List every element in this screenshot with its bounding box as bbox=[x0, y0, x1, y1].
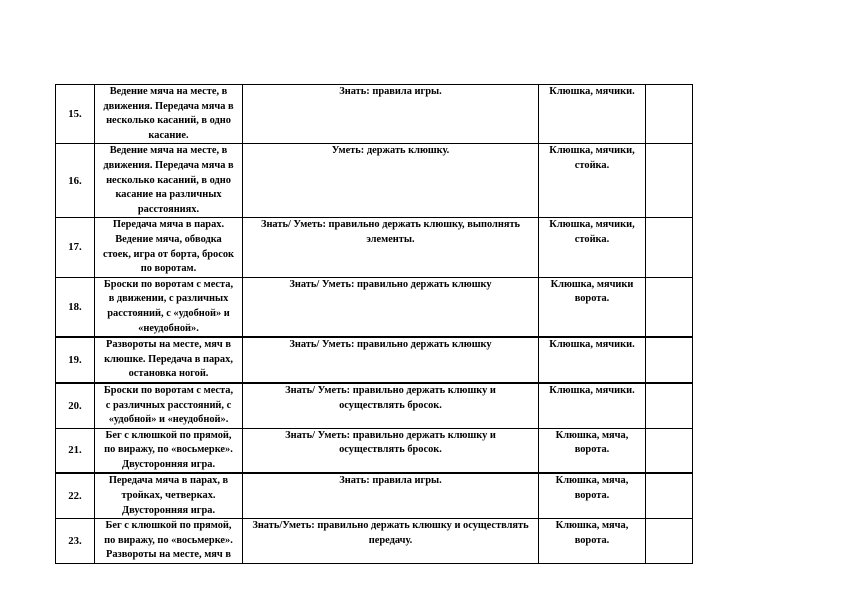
lesson-topic: Развороты на месте, мяч в клюшке. Передача в парах, остановка ногой. bbox=[95, 337, 243, 383]
lesson-number: 20. bbox=[56, 383, 95, 428]
lesson-requirements: Знать: правила игры. bbox=[243, 473, 539, 518]
table-row bbox=[56, 337, 693, 383]
lesson-equipment: Клюшка, мячики ворота. bbox=[539, 277, 646, 337]
lesson-equipment: Клюшка, мяча, ворота. bbox=[539, 473, 646, 518]
lesson-number: 21. bbox=[56, 428, 95, 473]
lesson-plan-rows bbox=[56, 85, 693, 564]
lesson-note bbox=[646, 85, 693, 144]
lesson-equipment: Клюшка, мячики, стойка. bbox=[539, 144, 646, 218]
lesson-equipment: Клюшка, мяча, ворота. bbox=[539, 519, 646, 564]
lesson-topic: Ведение мяча на месте, в движения. Передача мяча в несколько касаний, в одно касание. bbox=[95, 85, 243, 144]
table-row bbox=[56, 277, 693, 337]
lesson-equipment: Клюшка, мячики. bbox=[539, 383, 646, 428]
lesson-note bbox=[646, 337, 693, 383]
lesson-requirements: Знать/Уметь: правильно держать клюшку и осуществлять передачу. bbox=[243, 519, 539, 564]
lesson-number: 17. bbox=[56, 218, 95, 277]
lesson-number: 15. bbox=[56, 85, 95, 144]
lesson-note bbox=[646, 218, 693, 277]
lesson-note bbox=[646, 383, 693, 428]
lesson-requirements: Знать/ Уметь: правильно держать клюшку и осуществлять бросок. bbox=[243, 428, 539, 473]
lesson-note bbox=[646, 428, 693, 473]
lesson-number: 22. bbox=[56, 473, 95, 518]
table-row bbox=[56, 473, 693, 518]
lesson-equipment: Клюшка, мячики. bbox=[539, 85, 646, 144]
lesson-equipment: Клюшка, мяча, ворота. bbox=[539, 428, 646, 473]
table-row bbox=[56, 144, 693, 218]
table-row bbox=[56, 85, 693, 144]
table-row bbox=[56, 218, 693, 277]
lesson-equipment: Клюшка, мячики. bbox=[539, 337, 646, 383]
lesson-note bbox=[646, 144, 693, 218]
lesson-number: 18. bbox=[56, 277, 95, 337]
lesson-equipment: Клюшка, мячики, стойка. bbox=[539, 218, 646, 277]
lesson-number: 19. bbox=[56, 337, 95, 383]
lesson-number: 16. bbox=[56, 144, 95, 218]
table-row bbox=[56, 519, 693, 564]
lesson-number: 23. bbox=[56, 519, 95, 564]
lesson-topic: Ведение мяча на месте, в движения. Передача мяча в несколько касаний, в одно касание на различных расстояниях. bbox=[95, 144, 243, 218]
lesson-requirements: Знать/ Уметь: правильно держать клюшку bbox=[243, 337, 539, 383]
lesson-note bbox=[646, 277, 693, 337]
lesson-requirements: Знать/ Уметь: правильно держать клюшку и осуществлять бросок. bbox=[243, 383, 539, 428]
lesson-note bbox=[646, 473, 693, 518]
lesson-topic: Броски по воротам с места, с различных расстояний, с «удобной» и «неудобной». bbox=[95, 383, 243, 428]
lesson-requirements: Уметь: держать клюшку. bbox=[243, 144, 539, 218]
lesson-requirements: Знать: правила игры. bbox=[243, 85, 539, 144]
lesson-topic: Бег с клюшкой по прямой, по виражу, по «восьмерке». Двусторонняя игра. bbox=[95, 428, 243, 473]
table-row bbox=[56, 428, 693, 473]
lesson-topic: Передача мяча в парах, в тройках, четверках. Двусторонняя игра. bbox=[95, 473, 243, 518]
lesson-topic: Бег с клюшкой по прямой, по виражу, по «восьмерке». Развороты на месте, мяч в bbox=[95, 519, 243, 564]
lesson-plan-table bbox=[55, 84, 693, 564]
table-row bbox=[56, 383, 693, 428]
lesson-requirements: Знать/ Уметь: правильно держать клюшку, выполнять элементы. bbox=[243, 218, 539, 277]
lesson-topic: Броски по воротам с места, в движении, с различных расстояний, с «удобной» и «неудобной». bbox=[95, 277, 243, 337]
lesson-requirements: Знать/ Уметь: правильно держать клюшку bbox=[243, 277, 539, 337]
lesson-note bbox=[646, 519, 693, 564]
lesson-topic: Передача мяча в парах. Ведение мяча, обводка стоек, игра от борта, бросок по воротам. bbox=[95, 218, 243, 277]
